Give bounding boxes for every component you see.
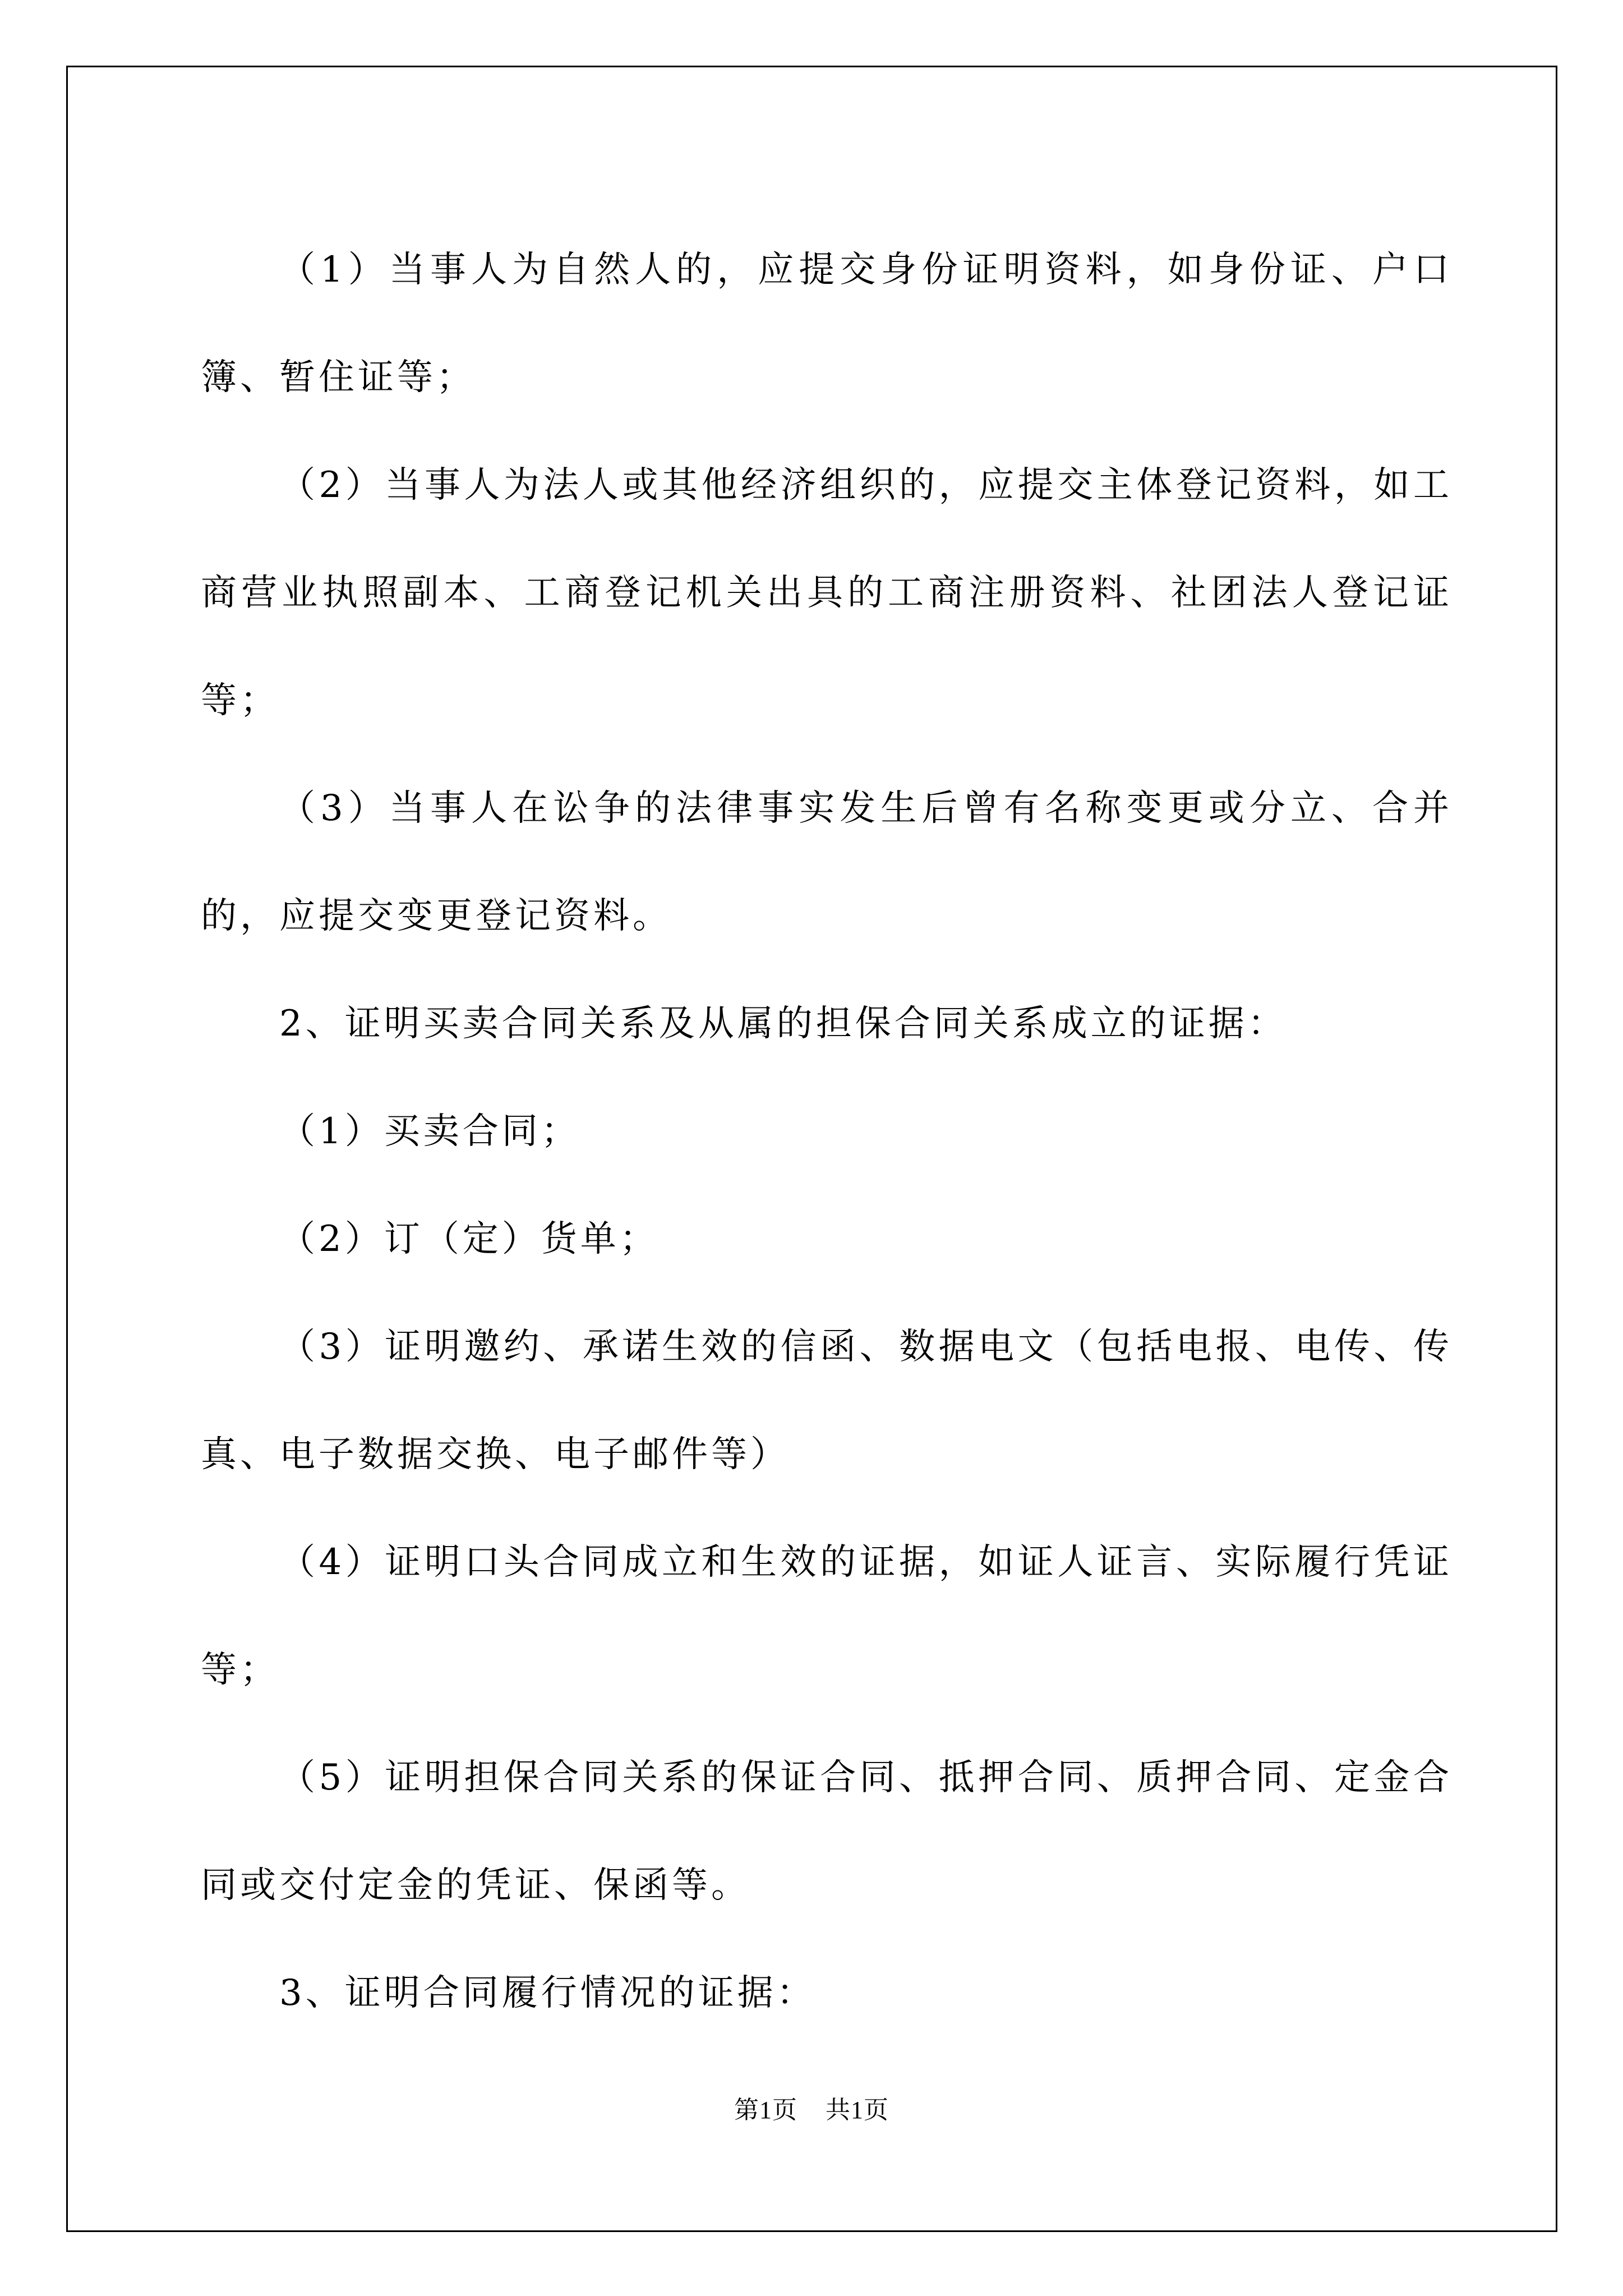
paragraph: 3、证明合同履行情况的证据：: [279, 1972, 816, 2014]
paragraph: 2、证明买卖合同关系及从属的担保合同关系成立的证据：: [279, 1003, 1287, 1045]
paragraph: （2）当事人为法人或其他经济组织的，应提交主体登记资料，如工商营业执照副本、工商登记机关出具的工商注册资料、社团法人登记证等；: [201, 464, 1453, 721]
paragraph: （3）当事人在讼争的法律事实发生后曾有名称变更或分立、合并的，应提交变更登记资料。: [201, 788, 1453, 937]
paragraph: （5）证明担保合同关系的保证合同、抵押合同、质押合同、定金合同或交付定金的凭证、保函等。: [201, 1757, 1453, 1906]
paragraph: （1）当事人为自然人的，应提交身份证明资料，如身份证、户口簿、暂住证等；: [201, 249, 1453, 398]
page-footer: [0, 2090, 1623, 2125]
paragraph: （2）订（定）货单；: [279, 1218, 659, 1260]
paragraph: （3）证明邀约、承诺生效的信函、数据电文（包括电报、电传、传真、电子数据交换、电子邮件等）: [201, 1326, 1453, 1475]
page-number: 第1页: [734, 2096, 797, 2124]
paragraph: （1）买卖合同；: [279, 1111, 580, 1152]
page-total: 共1页: [826, 2096, 889, 2124]
document-body: [201, 216, 1453, 2047]
paragraph: （4）证明口头合同成立和生效的证据，如证人证言、实际履行凭证等；: [201, 1542, 1453, 1691]
